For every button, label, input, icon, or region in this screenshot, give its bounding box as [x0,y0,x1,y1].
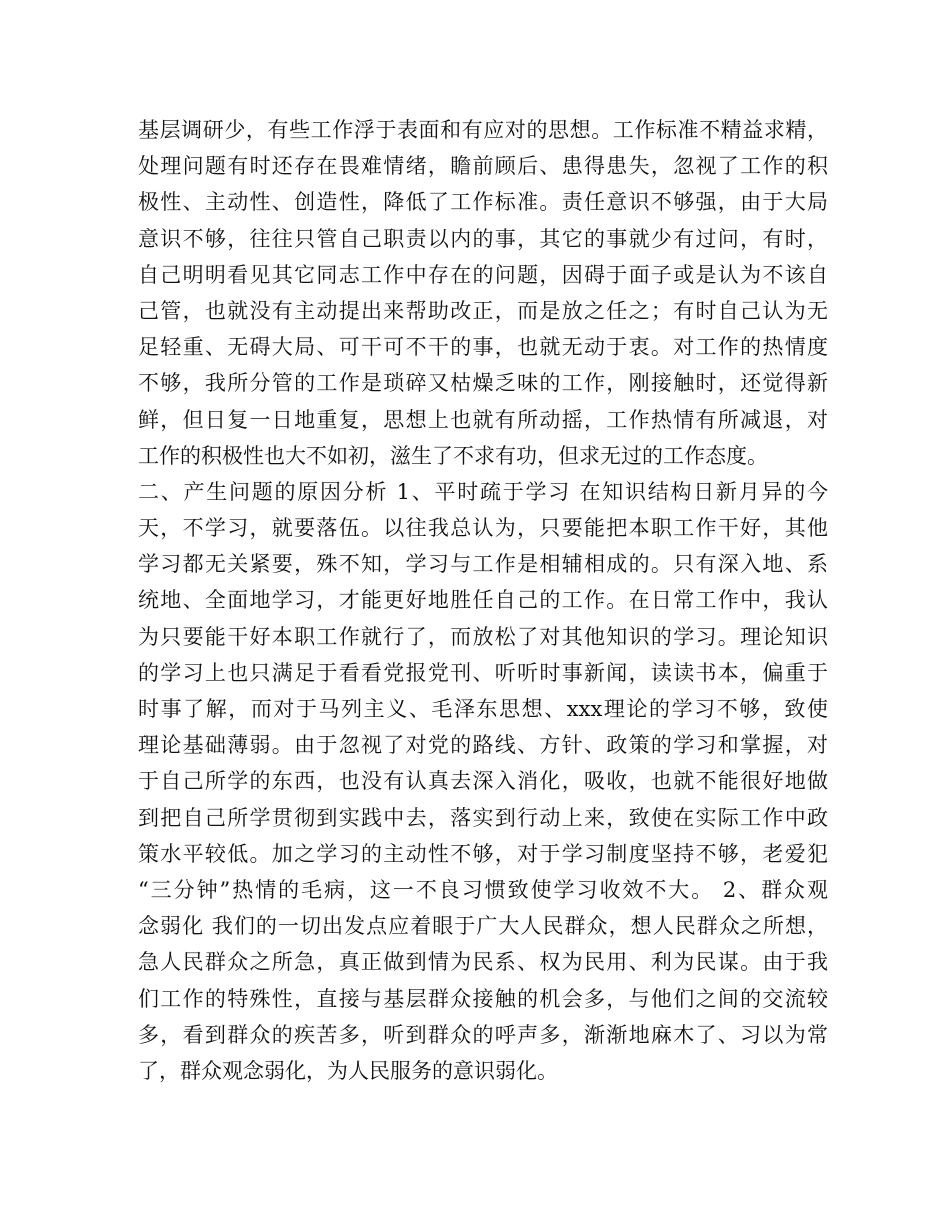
text-line: 理论基础薄弱。由于忽视了对党的路线、方针、政策的学习和掌握，对 [138,733,828,758]
text-line: 意识不够，往往只管自己职责以内的事，其它的事就少有过问，有时， [138,226,828,251]
text-line: 为只要能干好本职工作就行了，而放松了对其他知识的学习。理论知识 [138,624,828,649]
text-line: 二、产生问题的原因分析 1、平时疏于学习 在知识结构日新月异的今 [138,479,828,504]
text-line: 基层调研少，有些工作浮于表面和有应对的思想。工作标准不精益求精， [138,118,828,142]
text-line: 策水平较低。加之学习的主动性不够，对于学习制度坚持不够，老爱犯 [138,841,828,866]
text-line: 了，群众观念弱化，为人民服务的意识弱化。 [138,1058,558,1083]
text-line: 自己明明看见其它同志工作中存在的问题，因碍于面子或是认为不该自 [138,262,828,287]
text-line: 天，不学习，就要落伍。以往我总认为，只要能把本职工作干好，其他 [138,516,828,541]
body-text [138,112,828,1089]
text-line: 多，看到群众的疾苦多，听到群众的呼声多，渐渐地麻木了、习以为常 [138,1022,828,1047]
text-line: 鲜，但日复一日地重复，思想上也就有所动摇，工作热情有所减退，对 [138,407,828,432]
text-line: 时事了解，而对于马列主义、毛泽东思想、xxx理论的学习不够，致使 [138,697,828,721]
text-line: 到把自己所学贯彻到实践中去，落实到行动上来，致使在实际工作中政 [138,805,828,830]
text-line: 急人民群众之所急，真正做到情为民系、权为民用、利为民谋。由于我 [138,950,828,975]
text-line: 处理问题有时还存在畏难情绪，瞻前顾后、患得患失，忽视了工作的积 [138,154,828,179]
text-line: 足轻重、无碍大局、可干可不干的事，也就无动于衷。对工作的热情度 [138,335,828,360]
text-line: 念弱化 我们的一切出发点应着眼于广大人民群众，想人民群众之所想， [138,914,828,939]
text-line: 的学习上也只满足于看看党报党刊、听听时事新闻，读读书本，偏重于 [138,660,828,685]
text-line: “三分钟”热情的毛病，这一不良习惯致使学习收效不大。 2、群众观 [138,877,828,902]
text-line: 极性、主动性、创造性，降低了工作标准。责任意识不够强，由于大局 [138,190,828,215]
text-line: 学习都无关紧要，殊不知，学习与工作是相辅相成的。只有深入地、系 [138,552,828,577]
text-line: 们工作的特殊性，直接与基层群众接触的机会多，与他们之间的交流较 [138,986,828,1011]
text-line: 己管，也就没有主动提出来帮助改正，而是放之任之；有时自己认为无 [138,298,828,323]
text-line: 统地、全面地学习，才能更好地胜任自己的工作。在日常工作中，我认 [138,588,828,613]
text-line: 于自己所学的东西，也没有认真去深入消化，吸收，也就不能很好地做 [138,769,828,794]
text-line: 不够，我所分管的工作是琐碎又枯燥乏味的工作，刚接触时，还觉得新 [138,371,828,396]
text-line: 工作的积极性也大不如初，滋生了不求有功，但求无过的工作态度。 [138,443,768,468]
